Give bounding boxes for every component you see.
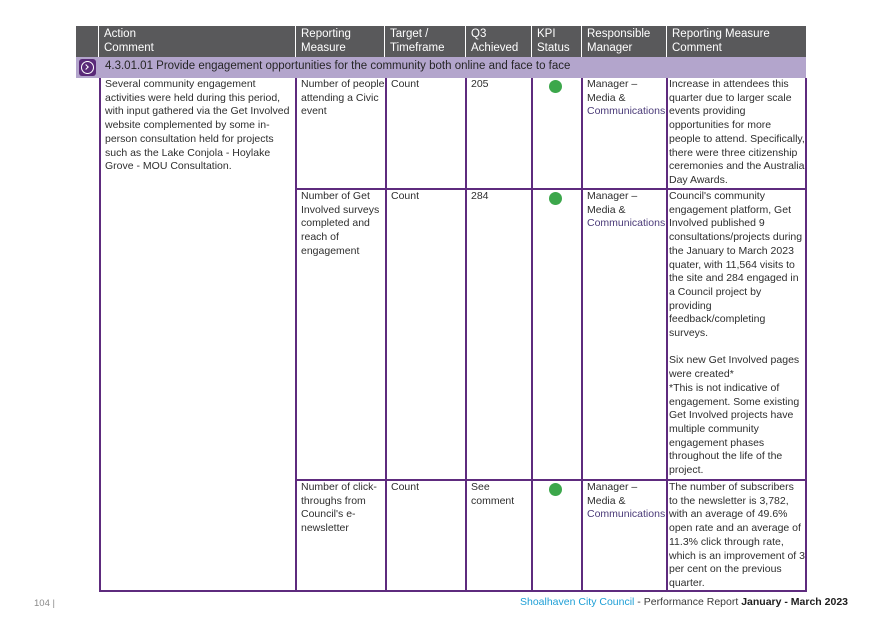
- action-title: 4.3.01.01 Provide engagement opportunities for the community both online and face to face: [105, 60, 571, 72]
- responsible-manager: Manager – Media & Communications: [587, 190, 666, 230]
- reporting-measure-comment: Council's community engagement platform, Get Involved published 9 consultations/projects during the January to March 2023 quater, with 11,564 visits to the site and 284 engaged in a Council project by providing feedback/completing surveys. Six new Get Involved pages were created* *This is not indicative of engagement. Some existing Get Involved projects have multiple community engagement phases throughout the life of the project.: [669, 190, 803, 477]
- report-period: January - March 2023: [741, 596, 848, 608]
- action-band: [76, 57, 806, 78]
- reporting-measure-comment: The number of subscribers to the newsletter is 3,782, with an average of 49.6% open rate and an average of 11.3% click through rate, which is an improvement of 3 per cent on the previous quarter.: [669, 481, 805, 589]
- kpi-status-indicator: [549, 192, 562, 205]
- header-stub: [76, 26, 98, 57]
- header-q3-achieved: Q3 Achieved: [471, 28, 519, 54]
- organization-name: Shoalhaven City Council: [519, 596, 635, 608]
- q3-achieved: See comment: [471, 481, 515, 507]
- target-timeframe: Count: [391, 481, 420, 493]
- reporting-measure: Number of click-throughs from Council's e-newsletter: [301, 481, 377, 535]
- reporting-measure: Number of Get Involved surveys completed and reach of engagement: [301, 190, 380, 257]
- reporting-measure-comment: Increase in attendees this quarter due to larger scale events providing opportunities for more people to attend. Specifically, there were three citizenship ceremonies and the Australia Day Awards.: [669, 78, 805, 186]
- report-footer: [520, 596, 848, 608]
- header-reporting-measure: Reporting Measure: [301, 28, 351, 54]
- responsible-manager: Manager – Media & Communications: [587, 481, 666, 521]
- responsible-manager: Manager – Media & Communications: [587, 78, 666, 118]
- target-timeframe: Count: [391, 78, 420, 90]
- action-comment: Several community engagement activities were held during this period, with input gathered via the Get Involved website complemented by some in-person consultation held for projects such as the Lake Conjola - Hoylake Grove - MOU Consultation.: [105, 78, 290, 173]
- page-number: 104 |: [34, 598, 55, 609]
- q3-achieved: 205: [471, 78, 489, 90]
- expand-chevron-icon[interactable]: [79, 59, 96, 76]
- table-header: [99, 26, 806, 57]
- q3-achieved: 284: [471, 190, 489, 202]
- header-kpi-status: KPI Status: [537, 28, 570, 54]
- header-reporting-measure-comment: Reporting Measure Comment: [672, 28, 770, 54]
- header-target-timeframe: Target / Timeframe: [390, 28, 445, 54]
- target-timeframe: Count: [391, 190, 420, 202]
- report-name: - Performance Report: [634, 596, 742, 608]
- header-action-comment: Action Comment: [104, 28, 154, 54]
- reporting-measure: Number of people attending a Civic event: [301, 78, 385, 118]
- header-responsible-manager: Responsible Manager: [587, 28, 651, 54]
- kpi-status-indicator: [549, 483, 562, 496]
- kpi-status-indicator: [549, 80, 562, 93]
